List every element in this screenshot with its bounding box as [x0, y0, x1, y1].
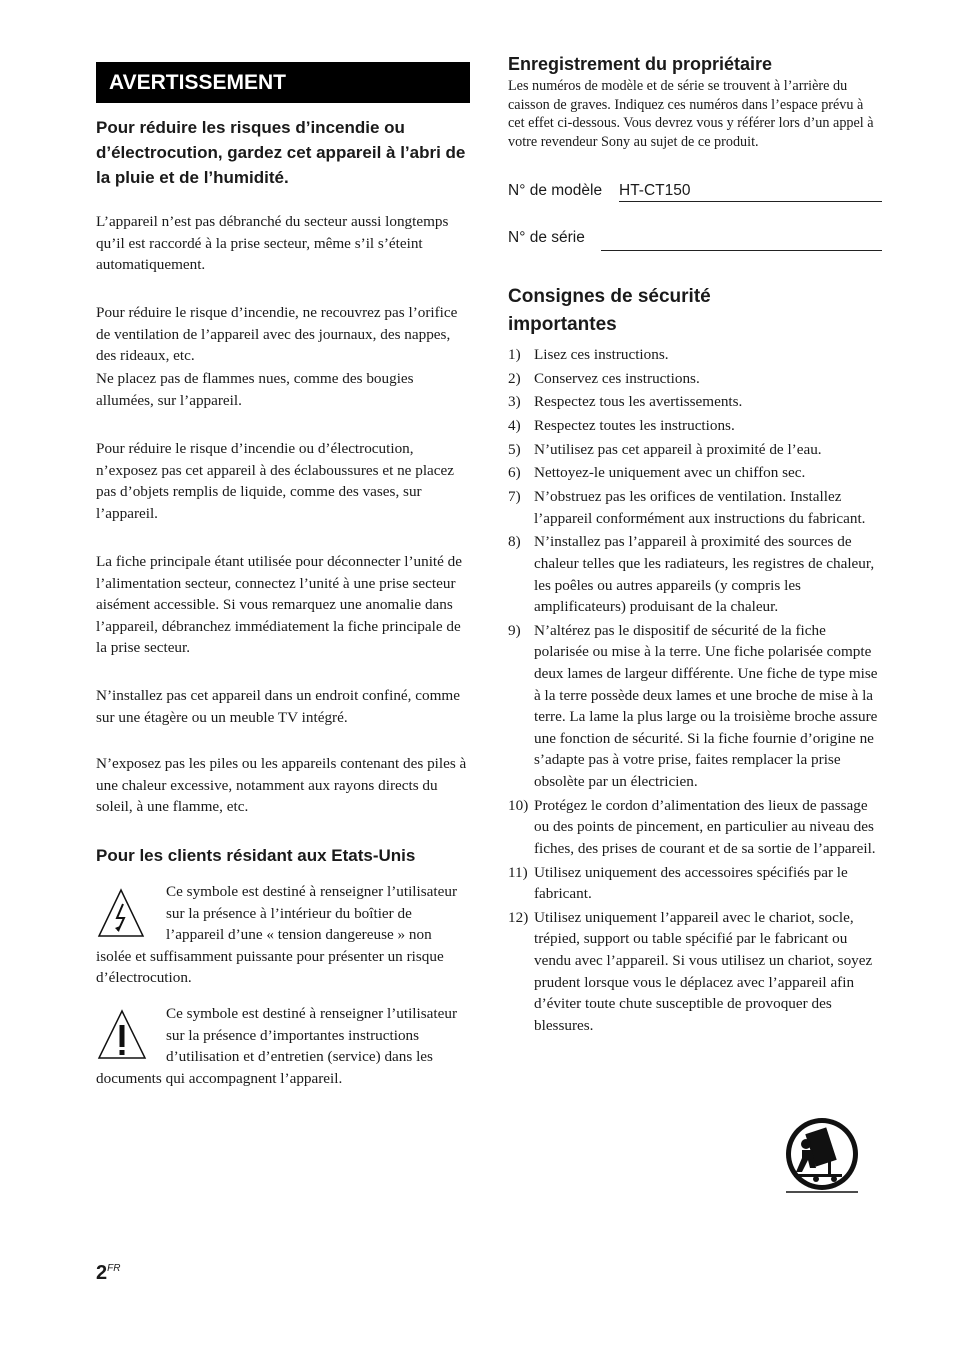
lightning-triangle-icon: [96, 881, 166, 945]
model-number-field[interactable]: [619, 181, 882, 202]
instruction-number: 9): [508, 621, 521, 639]
instruction-number: 5): [508, 440, 521, 458]
instruction-item: [508, 462, 882, 484]
exclamation-triangle-icon: [96, 1003, 166, 1067]
warning-lead: Pour réduire les risques d’incendie ou d’électrocution, gardez cet appareil à l’abri de la pluie et de l’humidité.: [96, 118, 466, 187]
paragraph-disconnect: L’appareil n’est pas débranché du secteur aussi longtemps qu’il est raccordé à la prise secteur, même s’il s’éteint automatiquement.: [96, 213, 449, 274]
us-customers-heading: Pour les clients résidant aux Etats-Unis: [96, 846, 416, 865]
instruction-text: N’installez pas l’appareil à proximité des sources de chaleur telles que les radiateurs, les registres de chaleur, les poêles ou autres appareils (y compris les amplificateurs) produisant de la chaleur.: [534, 533, 875, 616]
serial-number-field[interactable]: [601, 230, 882, 251]
page-number-digit: 2: [96, 1262, 108, 1284]
instruction-item: [508, 415, 882, 437]
page-number-suffix: FR: [107, 1263, 121, 1274]
instruction-item: [508, 486, 882, 529]
instruction-text: Lisez ces instructions.: [534, 346, 669, 363]
instruction-text: Respectez toutes les instructions.: [534, 417, 735, 435]
exclamation-symbol-block: [96, 1003, 470, 1089]
instruction-text: Utilisez uniquement l’appareil avec le chariot, socle, trépied, support ou table spécifié par le fabricant ou vendu avec l’appareil. Si vous utilisez un chariot, soyez prudent lorsque vous le déplacez avec l’appareil afin d’éviter toute chute susceptible de provoquer des blessures.: [534, 908, 873, 1034]
instruction-number: 7): [508, 488, 521, 506]
instruction-number: 6): [508, 464, 521, 482]
paragraph-ventilation: Pour réduire le risque d’incendie, ne recouvrez pas l’orifice de ventilation de l’appareil avec des journaux, des nappes, des rideaux, etc.: [96, 304, 458, 365]
exclamation-symbol-text: Ce symbole est destiné à renseigner l’utilisateur sur la présence d’importantes instructions d’utilisation et d’entretien (service) dans les documents qui accompagnent l’appareil.: [96, 1005, 458, 1087]
model-number-label: N° de modèle: [508, 182, 603, 199]
owner-record-text: Les numéros de modèle et de série se trouvent à l’arrière du caisson de graves. Indiquez ces numéros dans l’espace prévu à cet effet ci-dessous. Vous devrez vous y référer lors d’un appel à votre revendeur Sony au sujet de ce produit.: [508, 78, 874, 151]
serial-number-label: N° de série: [508, 229, 585, 246]
instruction-number: 11): [508, 863, 528, 881]
instruction-item: [508, 531, 882, 617]
instruction-text: Respectez tous les avertissements.: [534, 393, 743, 411]
instruction-item: [508, 439, 882, 461]
instruction-text: Conservez ces instructions.: [534, 369, 700, 387]
instruction-item: [508, 907, 882, 1037]
instruction-number: 3): [508, 393, 521, 411]
paragraph-confined: N’installez pas cet appareil dans un endroit confiné, comme sur une étagère ou un meuble TV intégré.: [96, 687, 460, 726]
instruction-text: N’utilisez pas cet appareil à proximité de l’eau.: [534, 440, 822, 458]
owner-record-heading: Enregistrement du propriétaire: [508, 54, 773, 74]
instruction-text: Protégez le cordon d’alimentation des lieux de passage ou des points de pincement, en particulier au niveau des fiches, des prises de courant et de sa sortie de l’appareil.: [534, 796, 876, 857]
instruction-number: 12): [508, 908, 529, 926]
instruction-item: [508, 620, 882, 793]
paragraph-splash: Pour réduire le risque d’incendie ou d’électrocution, n’exposez pas cet appareil à des éclaboussures et ne placez pas d’objets remplis de liquide, comme des vases, sur l’appareil.: [96, 440, 454, 522]
instruction-text: Utilisez uniquement des accessoires spécifiés par le fabricant.: [534, 863, 848, 903]
instruction-text: N’obstruez pas les orifices de ventilation. Installez l’appareil conformément aux instructions du fabricant.: [534, 488, 866, 527]
instruction-item: [508, 795, 882, 860]
page-number: [96, 1257, 120, 1285]
paragraph-batteries: N’exposez pas les piles ou les appareils contenant des piles à une chaleur excessive, notamment aux rayons directs du soleil, à une flamme, etc.: [96, 755, 467, 816]
instruction-item: [508, 368, 882, 390]
paragraph-flames: Ne placez pas de flammes nues, comme des bougies allumées, sur l’appareil.: [96, 370, 414, 409]
instruction-item: [508, 391, 882, 413]
lightning-symbol-text: Ce symbole est destiné à renseigner l’utilisateur sur la présence à l’intérieur du boîtier de l’appareil d’une « tension dangereuse » non isolée et suffisamment puissante pour présenter un risque d’électrocution.: [96, 883, 458, 987]
instruction-text: N’altérez pas le dispositif de sécurité de la fiche polarisée ou mise à la terre. Une fiche polarisée compte deux lames de largeur différente. Une fiche de type mise à la terre possède deux lames et une broche de mise à la terre. La lame la plus large ou la troisième broche assure une fonction de sécurité. Si la fiche fournie d’origine ne s’adapte pas à votre prise, faites remplacer la prise obsolète par un électricien.: [534, 621, 878, 791]
instruction-item: [508, 862, 882, 905]
paragraph-main-plug: La fiche principale étant utilisée pour déconnecter l’unité de l’alimentation secteur, connectez l’unité à une prise secteur aisément accessible. Si vous remarquez une anomalie dans l’appareil, débranchez immédiatement la fiche principale de la prise secteur.: [96, 553, 463, 657]
warning-banner: AVERTISSEMENT: [96, 62, 470, 103]
model-number-value: HT-CT150: [619, 182, 691, 199]
safety-heading: Consignes de sécurité importantes: [508, 286, 711, 335]
instruction-item: [508, 344, 882, 366]
cart-tip-over-warning-icon: [782, 1116, 862, 1196]
safety-instructions-list: [508, 344, 882, 1039]
instruction-text: Nettoyez-le uniquement avec un chiffon sec.: [534, 464, 806, 482]
instruction-number: 2): [508, 369, 521, 387]
instruction-number: 10): [508, 796, 529, 814]
instruction-number: 4): [508, 417, 521, 435]
instruction-number: 8): [508, 533, 521, 551]
lightning-symbol-block: [96, 881, 470, 989]
instruction-number: 1): [508, 346, 521, 363]
